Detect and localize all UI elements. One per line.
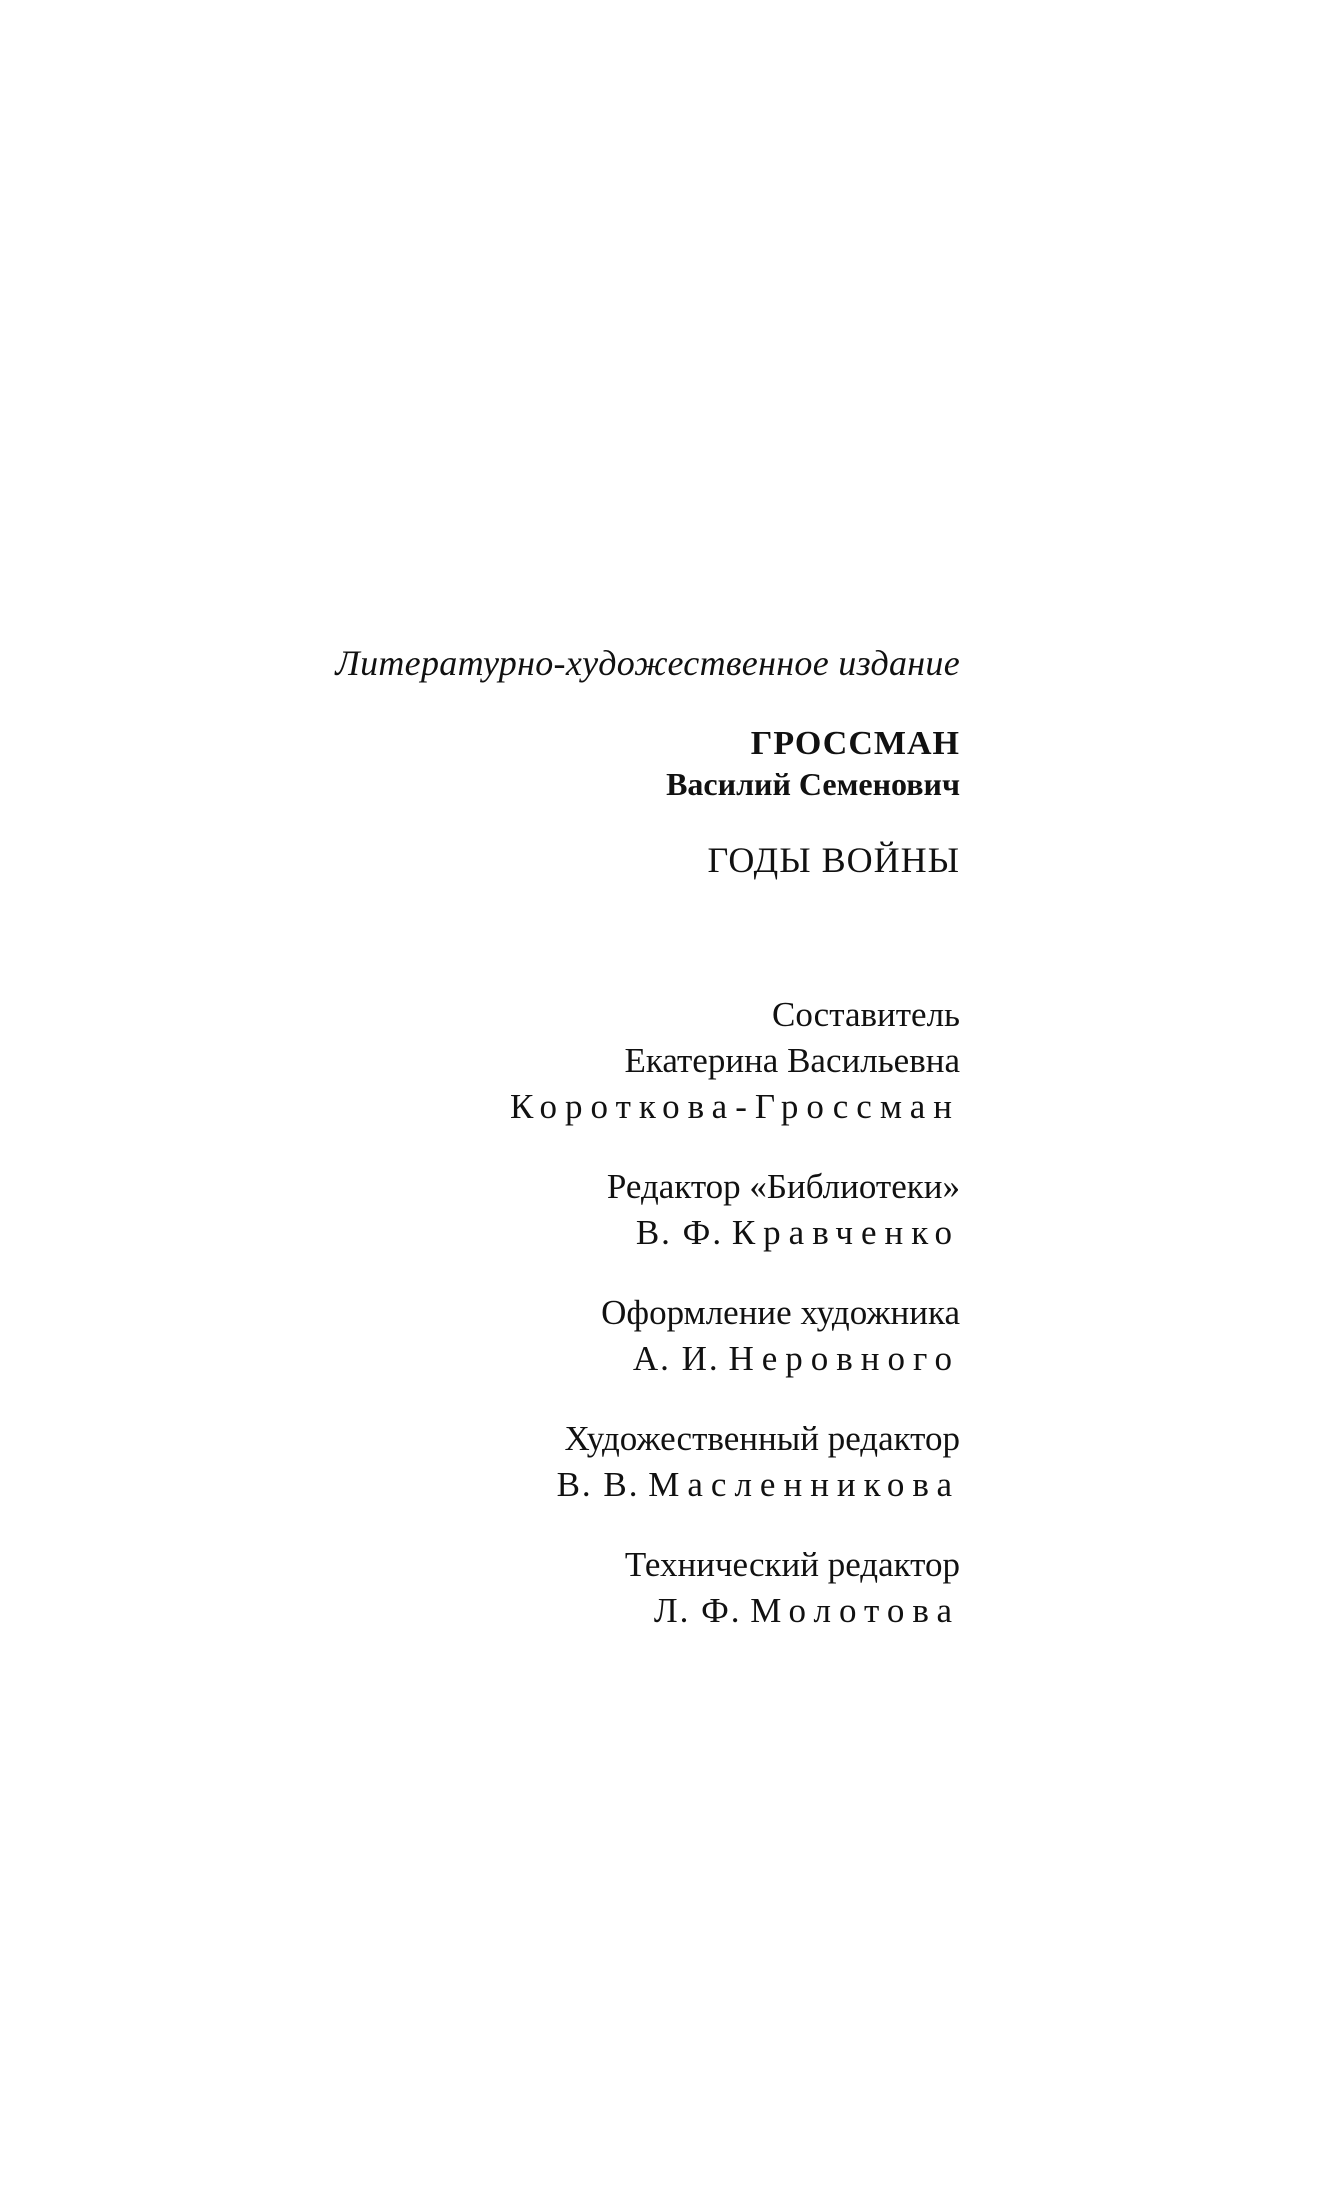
credit-surname: Масленникова <box>648 1465 960 1504</box>
book-title: ГОДЫ ВОЙНЫ <box>707 840 960 880</box>
author-given-names: Василий Семенович <box>666 766 960 802</box>
credit-art-editor <box>320 1416 960 1508</box>
credit-role: Технический редактор <box>624 1545 960 1584</box>
credit-role: Оформление художника <box>601 1293 960 1332</box>
credit-surname: Неровного <box>728 1339 960 1378</box>
credit-initials: Л. Ф. <box>653 1591 742 1630</box>
credit-role: Составитель <box>771 995 960 1034</box>
credit-name <box>320 1462 960 1508</box>
credit-initials: А. И. <box>632 1339 720 1378</box>
edition-type: Литературно-художественное издание <box>335 643 960 683</box>
credit-technical-editor <box>320 1542 960 1634</box>
credit-designer <box>320 1290 960 1382</box>
compiler-surname: Короткова-Гроссман <box>509 1087 960 1126</box>
credit-surname: Молотова <box>750 1591 960 1630</box>
credit-name <box>320 1588 960 1634</box>
credit-series-editor <box>320 1164 960 1256</box>
author-surname: ГРОССМАН <box>750 725 960 762</box>
credit-initials: В. Ф. <box>635 1213 724 1252</box>
credit-name-surname <box>320 1084 960 1130</box>
credit-name-line: Екатерина Васильевна <box>624 1041 960 1080</box>
credit-surname: Кравченко <box>731 1213 960 1252</box>
credit-compiler <box>320 992 960 1130</box>
credit-role: Редактор «Библиотеки» <box>606 1167 960 1206</box>
colophon-block <box>320 640 960 1668</box>
credit-role: Художественный редактор <box>564 1419 960 1458</box>
credit-initials: В. В. <box>556 1465 640 1504</box>
credit-name <box>320 1336 960 1382</box>
credit-name <box>320 1210 960 1256</box>
